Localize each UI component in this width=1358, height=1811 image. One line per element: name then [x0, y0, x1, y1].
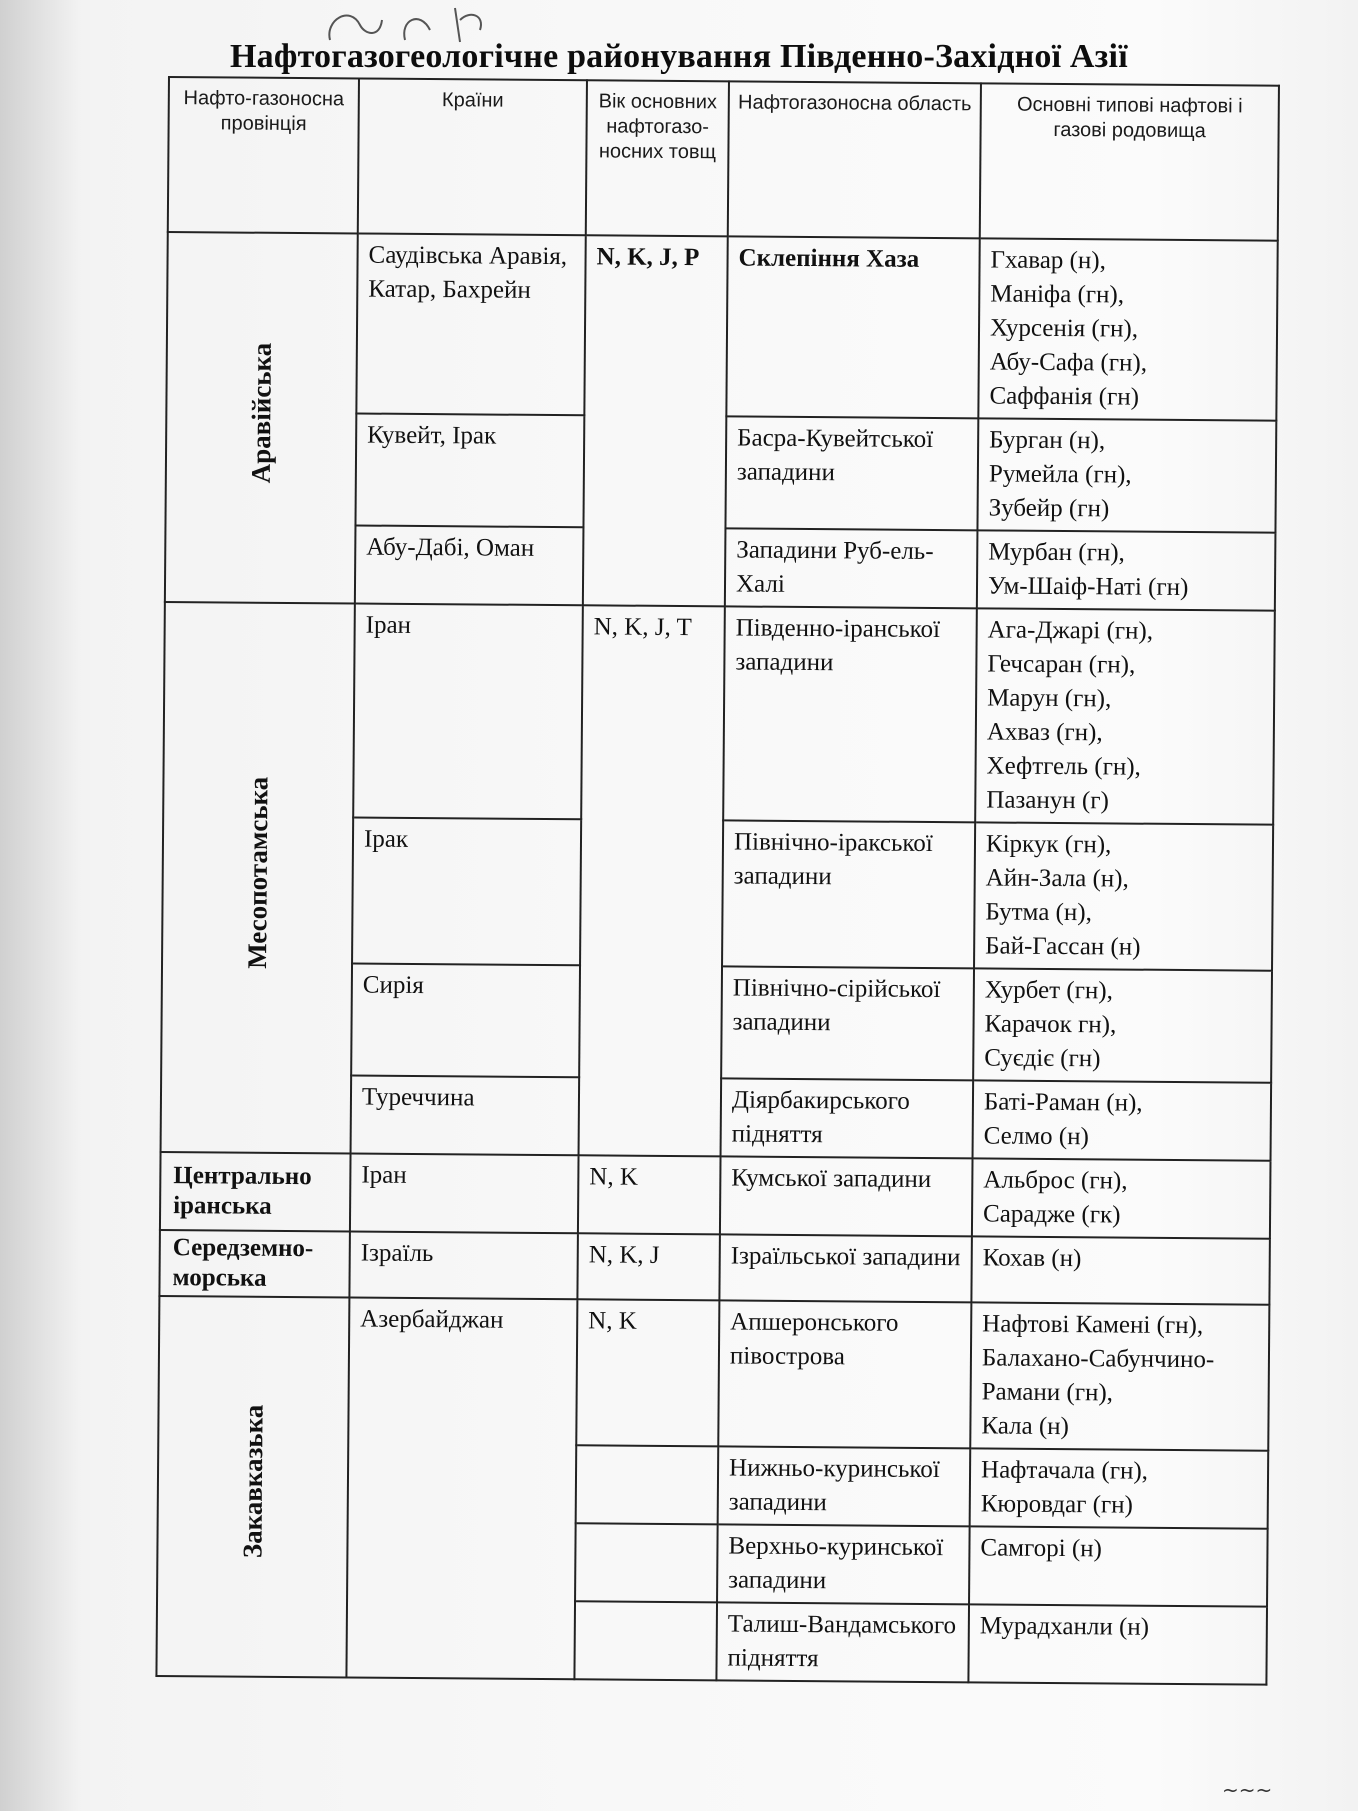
province-name: Месопотамська [241, 776, 274, 969]
deposits-cell [973, 968, 1272, 1082]
age-cell [576, 1445, 719, 1524]
header-countries: Країни [358, 79, 587, 236]
deposit-item: Мурбан (гн), [988, 538, 1125, 567]
deposit-item: Айн-Зала (н), [985, 864, 1129, 893]
countries-cell: Кувейт, Ірак [355, 413, 584, 527]
deposits-cell [970, 1448, 1269, 1528]
region-cell: Північно-іракської западини [722, 820, 975, 968]
province-name: Закавказька [237, 1404, 269, 1559]
deposits-cell [974, 822, 1273, 970]
age-cell [575, 1523, 718, 1602]
countries-cell: Туреччина [351, 1075, 580, 1155]
deposits-cell [975, 608, 1275, 824]
table-row [163, 602, 1275, 825]
countries-cell: Ірак [352, 817, 581, 965]
age-cell: N, K [576, 1299, 719, 1446]
region-cell: Нижньо-куринської западини [718, 1446, 971, 1526]
deposits-cell [978, 238, 1277, 420]
deposit-item: Кюровдаг (гн) [980, 1490, 1134, 1519]
deposit-item: Маніфа (гн), [990, 280, 1125, 309]
countries-cell: Абу-Дабі, Оман [355, 525, 584, 605]
deposit-item: Нафтові Камені (гн), [982, 1310, 1204, 1340]
countries-cell: Сирія [351, 963, 580, 1077]
deposit-item: Карачок гн), [984, 1010, 1117, 1039]
document-title: Нафтогазогеологічне районування Південно-Західної Азії [230, 38, 1128, 75]
deposit-item: Альброс (гн), [983, 1166, 1128, 1195]
table-header-row [168, 77, 1279, 241]
deposit-item: Кіркук (гн), [985, 830, 1112, 859]
deposits-cell [977, 418, 1276, 532]
deposit-item: Селмо (н) [983, 1122, 1089, 1151]
deposit-item: Бай-Гассан (н) [985, 932, 1141, 961]
region-cell: Апшеронського півострова [718, 1300, 971, 1448]
deposit-item: Гечсаран (гн), [987, 650, 1136, 679]
deposit-item: Ахваз (гн), [986, 718, 1103, 747]
region-cell: Південно-іранської западини [723, 606, 977, 822]
deposits-cell [970, 1302, 1269, 1450]
region-cell: Склепіння Хаза [726, 236, 979, 418]
countries-cell: Іран [353, 603, 583, 819]
deposits-cell [968, 1604, 1267, 1684]
age-cell: N, K [578, 1155, 721, 1234]
deposit-item: Суєдіє (гн) [984, 1044, 1101, 1073]
age-cell: N, K, J [577, 1233, 720, 1300]
deposit-item: Хурбет (гн), [984, 976, 1114, 1005]
deposit-item: Балахано-Сабунчино- [981, 1344, 1215, 1374]
deposit-item: Сарадже (гк) [982, 1200, 1121, 1229]
countries-cell: Ізраїль [349, 1231, 578, 1299]
header-province: Нафто-газоносна провінція [168, 77, 359, 233]
province-cell [161, 602, 355, 1153]
deposit-item: Баті-Раман (н), [983, 1088, 1143, 1117]
province-cell [156, 1296, 349, 1677]
deposit-item: Нафтачала (гн), [980, 1456, 1149, 1485]
deposit-item: Зубейр (гн) [988, 494, 1110, 523]
province-cell: Центрально іранська [160, 1152, 351, 1231]
deposit-item: Ум-Шаіф-Наті (гн) [987, 572, 1189, 602]
handwritten-mark-icon: ~~~ [1222, 1778, 1273, 1802]
table-row [159, 1230, 1269, 1305]
deposit-item: Абу-Сафа (гн), [989, 348, 1148, 377]
countries-cell: Іран [350, 1153, 579, 1233]
deposit-item: Саффанія (гн) [989, 382, 1140, 411]
region-cell: Кумської западини [720, 1156, 973, 1236]
header-deposits: Основні типові нафтові і газові родовища [980, 83, 1279, 240]
province-cell: Середземно-морська [159, 1230, 350, 1297]
deposit-item: Кохав (н) [982, 1244, 1082, 1273]
deposits-cell [972, 1158, 1271, 1238]
deposits-cell [969, 1526, 1268, 1606]
region-cell: Басра-Кувейтської западини [725, 416, 978, 530]
region-cell: Діярбакирського підняття [721, 1078, 974, 1158]
countries-cell: Саудівська Аравія, Катар, Бахрейн [356, 233, 585, 415]
deposit-item: Ага-Джарі (гн), [987, 616, 1154, 645]
deposit-item: Кала (н) [981, 1412, 1070, 1441]
age-cell [574, 1601, 717, 1680]
age-cell: N, K, J, T [579, 605, 725, 1156]
deposits-cell [973, 1080, 1272, 1160]
header-region: Нафтогазоносна область [728, 81, 981, 238]
deposit-item: Румейла (гн), [988, 460, 1132, 489]
table-row [166, 232, 1277, 421]
deposit-item: Пазанун (г) [986, 786, 1109, 815]
table-row [160, 1152, 1271, 1239]
header-age: Вік основних нафтогазо-носних товщ [586, 80, 729, 236]
deposit-item: Самгорі (н) [980, 1534, 1103, 1563]
deposit-item: Мурадханли (н) [979, 1612, 1150, 1641]
region-cell: Западини Руб-ель-Халі [725, 528, 978, 608]
region-cell: Північно-сірійської западини [721, 966, 974, 1080]
table-row [158, 1296, 1269, 1451]
region-cell: Талиш-Вандамського підняття [716, 1602, 969, 1682]
age-cell: N, K, J, P [583, 235, 728, 606]
province-name: Аравійська [245, 342, 277, 484]
deposit-item: Гхавар (н), [990, 246, 1107, 275]
province-cell [165, 232, 358, 603]
deposits-cell [977, 530, 1276, 610]
deposit-item: Бурган (н), [989, 426, 1106, 455]
deposit-item: Хефтгель (гн), [986, 752, 1141, 781]
deposits-cell [971, 1236, 1270, 1304]
regionalization-table [155, 76, 1280, 1686]
deposit-item: Рамани (гн), [981, 1378, 1114, 1407]
countries-cell: Азербайджан [346, 1297, 577, 1679]
deposit-item: Бутма (н), [985, 898, 1092, 927]
region-cell: Ізраїльської западини [719, 1234, 972, 1302]
deposit-item: Марун (гн), [987, 684, 1112, 713]
region-cell: Верхньо-куринської западини [717, 1524, 970, 1604]
deposit-item: Хурсенія (гн), [989, 314, 1139, 343]
